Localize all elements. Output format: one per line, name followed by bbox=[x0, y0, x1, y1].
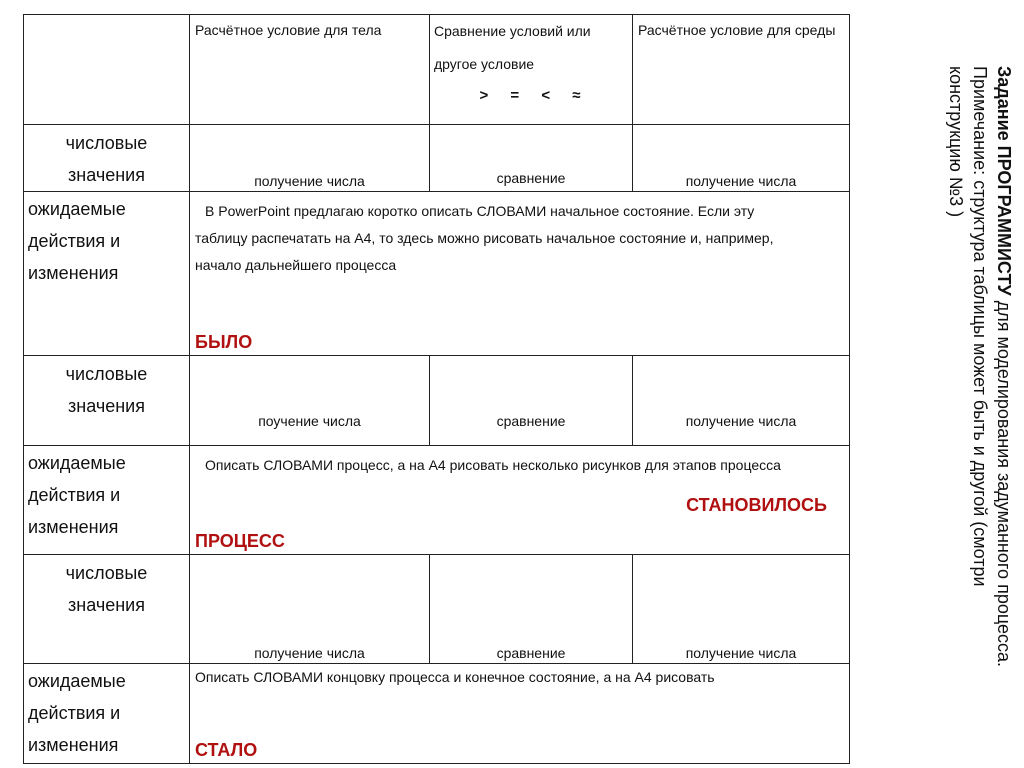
side-note-task bbox=[992, 66, 1016, 756]
expected-1-description bbox=[190, 192, 850, 356]
expected-label-cell-3 bbox=[24, 664, 190, 764]
side-note bbox=[892, 66, 1016, 756]
process-table bbox=[23, 14, 850, 764]
numeric-2-comparison-text: сравнение bbox=[496, 413, 566, 429]
numeric-row-2 bbox=[24, 356, 850, 446]
numeric-label-cell-3 bbox=[24, 555, 190, 664]
expected-label-cell-1 bbox=[24, 192, 190, 356]
corner-cell bbox=[24, 15, 190, 125]
numeric-label-line1: числовые bbox=[65, 133, 148, 153]
numeric-label-cell-2 bbox=[24, 356, 190, 446]
stage-label-stalo: СТАЛО bbox=[195, 740, 258, 760]
expected-2-description bbox=[190, 446, 850, 555]
side-note-note-line1: Примечание: структура таблицы может быть и другой (смотри bbox=[970, 66, 990, 587]
numeric-row-1 bbox=[24, 125, 850, 192]
numeric-1-comparison-text: сравнение bbox=[496, 170, 566, 186]
numeric-3-body-text: получение числа bbox=[254, 645, 365, 661]
numeric-label-line1: числовые bbox=[65, 563, 148, 583]
expected-row-2 bbox=[24, 446, 850, 555]
expected-row-1 bbox=[24, 192, 850, 356]
stage-label-process: ПРОЦЕСС bbox=[195, 531, 285, 551]
expected-label-line1: ожидаемые bbox=[28, 453, 126, 473]
header-comparison bbox=[430, 15, 633, 125]
expected-label-line3: изменения bbox=[28, 735, 119, 755]
numeric-3-comparison bbox=[430, 555, 633, 664]
expected-row-3 bbox=[24, 664, 850, 764]
side-note-task-bold: Задание ПРОГРАММИСТУ bbox=[994, 66, 1014, 296]
numeric-1-body-text: получение числа bbox=[254, 173, 365, 189]
expected-label-line1: ожидаемые bbox=[28, 671, 126, 691]
expected-label-cell-2 bbox=[24, 446, 190, 555]
numeric-label-line2: значения bbox=[68, 165, 145, 185]
numeric-3-body bbox=[190, 555, 430, 664]
expected-2-text: Описать СЛОВАМИ процесс, а на А4 рисовать несколько рисунков для этапов процесса bbox=[205, 457, 781, 473]
header-comparison-line2: другое условие bbox=[434, 56, 535, 72]
numeric-1-environment bbox=[633, 125, 850, 192]
expected-1-text-line1: В PowerPoint предлагаю коротко описать СЛОВАМИ начальное состояние. Если эту bbox=[205, 203, 755, 219]
expected-label-line2: действия и bbox=[28, 231, 121, 251]
numeric-label-line1: числовые bbox=[65, 364, 148, 384]
numeric-1-environment-text: получение числа bbox=[685, 173, 797, 189]
expected-label-line1: ожидаемые bbox=[28, 199, 126, 219]
numeric-3-environment bbox=[633, 555, 850, 664]
expected-3-description bbox=[190, 664, 850, 764]
expected-label-line2: действия и bbox=[28, 703, 121, 723]
header-comparison-line1: Сравнение условий или bbox=[434, 23, 591, 39]
side-note-task-rest: для моделирования задуманного процесса. bbox=[994, 295, 1014, 667]
numeric-2-body bbox=[190, 356, 430, 446]
side-note-note-line2: конструкцию №3 ) bbox=[946, 66, 966, 218]
side-note-text bbox=[944, 66, 1016, 756]
expected-label-line3: изменения bbox=[28, 517, 119, 537]
header-body-condition-text: Расчётное условие для тела bbox=[195, 22, 382, 38]
numeric-row-3 bbox=[24, 555, 850, 664]
header-environment-condition bbox=[633, 15, 850, 125]
comparison-symbols: > = < ≈ bbox=[479, 87, 581, 104]
numeric-2-environment bbox=[633, 356, 850, 446]
expected-3-text: Описать СЛОВАМИ концовку процесса и конечное состояние, а на А4 рисовать bbox=[195, 669, 715, 685]
numeric-label-line2: значения bbox=[68, 396, 145, 416]
numeric-1-comparison bbox=[430, 125, 633, 192]
numeric-label-line2: значения bbox=[68, 595, 145, 615]
expected-label-line2: действия и bbox=[28, 485, 121, 505]
numeric-1-body bbox=[190, 125, 430, 192]
numeric-2-environment-text: получение числа bbox=[685, 413, 797, 429]
stage-label-bylo: БЫЛО bbox=[195, 332, 253, 352]
expected-1-text-line3: начало дальнейшего процесса bbox=[195, 257, 397, 273]
header-environment-condition-text: Расчётное условие для среды bbox=[638, 22, 836, 38]
header-body-condition bbox=[190, 15, 430, 125]
header-row bbox=[24, 15, 850, 125]
numeric-2-comparison bbox=[430, 356, 633, 446]
numeric-2-body-text: поучение числа bbox=[258, 413, 361, 429]
numeric-label-cell-1 bbox=[24, 125, 190, 192]
stage-label-stanovilos: СТАНОВИЛОСЬ bbox=[686, 495, 827, 515]
expected-label-line3: изменения bbox=[28, 263, 119, 283]
numeric-3-comparison-text: сравнение bbox=[496, 645, 566, 661]
expected-1-text-line2: таблицу распечатать на А4, то здесь можно рисовать начальное состояние и, например, bbox=[195, 230, 774, 246]
numeric-3-environment-text: получение числа bbox=[685, 645, 797, 661]
